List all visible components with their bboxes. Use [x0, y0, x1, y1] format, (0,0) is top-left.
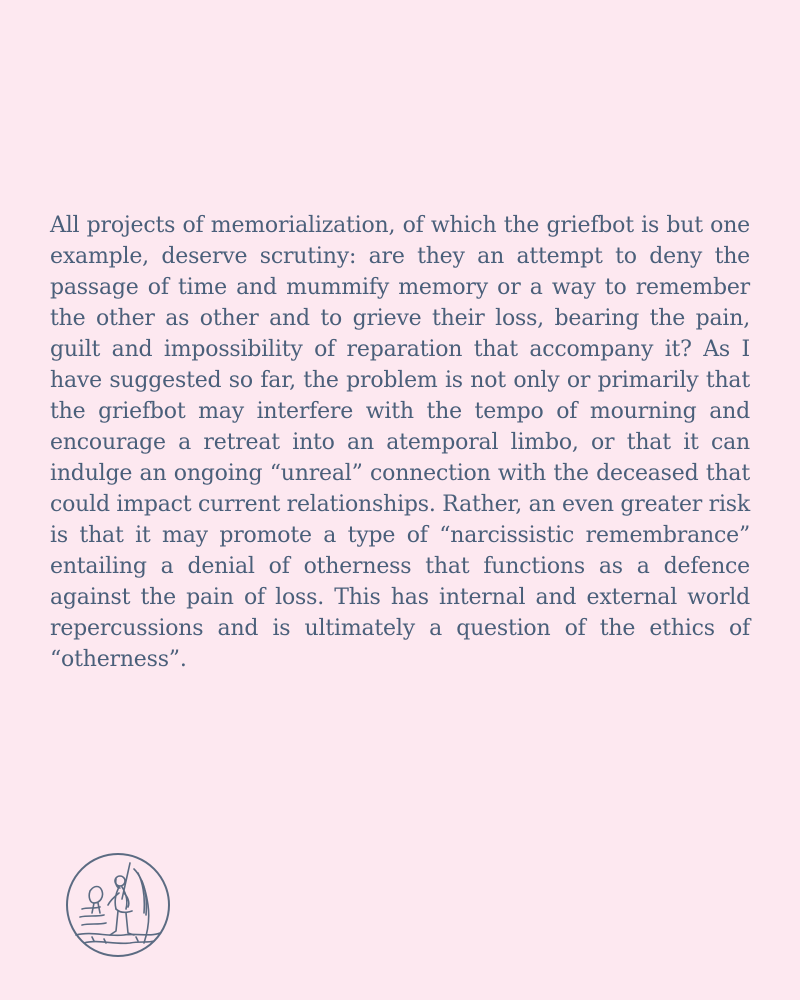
seated-figure-emblem-icon — [64, 851, 172, 959]
body-text: All projects of memorialization, of which the griefbot is but one example, deserve scrutiny: are they an attempt to deny the passage of time and mummify memory or a way to remember the other as other and to grieve their loss, bearing the pain, guilt and impossibility of reparation that accompany it? As I have suggested so far, the problem is not only or primarily that the griefbot may interfere with the tempo of mourning and encourage a retreat into an atemporal limbo, or that it can indulge an ongoing “unreal” connection with the deceased that could impact current relationships. Rather, an even greater risk is that it may promote a type of “narcissistic remembrance” entailing a denial of otherness that functions as a defence against the pain of loss. This has internal and external world repercussions and is ultimately a question of the ethics of “otherness”. — [50, 213, 750, 672]
